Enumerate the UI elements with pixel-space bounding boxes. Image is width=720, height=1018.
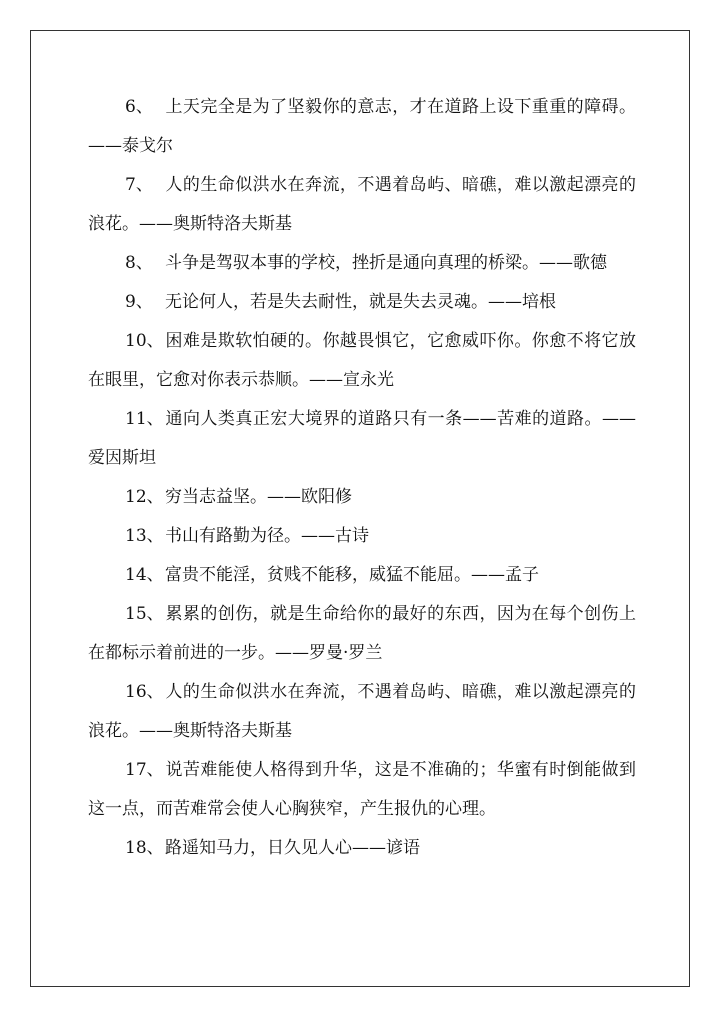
quote-paragraph xyxy=(88,88,636,166)
quote-text: 上天完全是为了坚毅你的意志，才在道路上设下重重的障碍。——泰戈尔 xyxy=(88,97,636,156)
quote-paragraph xyxy=(88,478,636,517)
quote-number: 18、 xyxy=(125,838,164,858)
quote-number: 6、 xyxy=(125,97,153,117)
quote-number: 17、 xyxy=(125,760,164,780)
quote-number: 16、 xyxy=(125,682,164,702)
document-body xyxy=(88,88,636,868)
quote-paragraph xyxy=(88,595,636,673)
quote-text: 累累的创伤，就是生命给你的最好的东西，因为在每个创伤上在都标示着前进的一步。——罗曼·罗兰 xyxy=(88,604,636,663)
quote-paragraph xyxy=(88,244,636,283)
quote-text: 人的生命似洪水在奔流，不遇着岛屿、暗礁，难以激起漂亮的浪花。——奥斯特洛夫斯基 xyxy=(88,682,636,741)
quote-number: 8、 xyxy=(125,253,153,273)
quote-text: 穷当志益坚。——欧阳修 xyxy=(165,487,352,507)
quote-number: 13、 xyxy=(125,526,164,546)
quote-text: 无论何人，若是失去耐性，就是失去灵魂。——培根 xyxy=(165,292,556,312)
quote-paragraph xyxy=(88,517,636,556)
quote-number: 14、 xyxy=(125,565,164,585)
quote-number: 12、 xyxy=(125,487,164,507)
quote-paragraph xyxy=(88,166,636,244)
quote-text: 人的生命似洪水在奔流，不遇着岛屿、暗礁，难以激起漂亮的浪花。——奥斯特洛夫斯基 xyxy=(88,175,636,234)
quote-paragraph xyxy=(88,751,636,829)
quote-text: 通向人类真正宏大境界的道路只有一条——苦难的道路。——爱因斯坦 xyxy=(88,409,636,468)
quote-paragraph xyxy=(88,283,636,322)
quote-paragraph xyxy=(88,322,636,400)
quote-paragraph xyxy=(88,556,636,595)
quote-text: 路遥知马力，日久见人心——谚语 xyxy=(165,838,420,858)
quote-paragraph xyxy=(88,673,636,751)
quote-text: 斗争是驾驭本事的学校，挫折是通向真理的桥梁。——歌德 xyxy=(165,253,607,273)
quote-number: 15、 xyxy=(125,604,164,624)
quote-number: 11、 xyxy=(125,409,164,429)
quote-text: 富贵不能淫，贫贱不能移，威猛不能屈。——孟子 xyxy=(165,565,539,585)
quote-text: 困难是欺软怕硬的。你越畏惧它，它愈威吓你。你愈不将它放在眼里，它愈对你表示恭顺。——宣永光 xyxy=(88,331,636,390)
quote-text: 说苦难能使人格得到升华，这是不准确的；华蜜有时倒能做到这一点，而苦难常会使人心胸狭窄，产生报仇的心理。 xyxy=(88,760,636,819)
quote-number: 9、 xyxy=(125,292,153,312)
quote-text: 书山有路勤为径。——古诗 xyxy=(165,526,369,546)
quote-paragraph xyxy=(88,400,636,478)
quote-paragraph xyxy=(88,829,636,868)
quote-number: 7、 xyxy=(125,175,153,195)
quote-number: 10、 xyxy=(125,331,164,351)
